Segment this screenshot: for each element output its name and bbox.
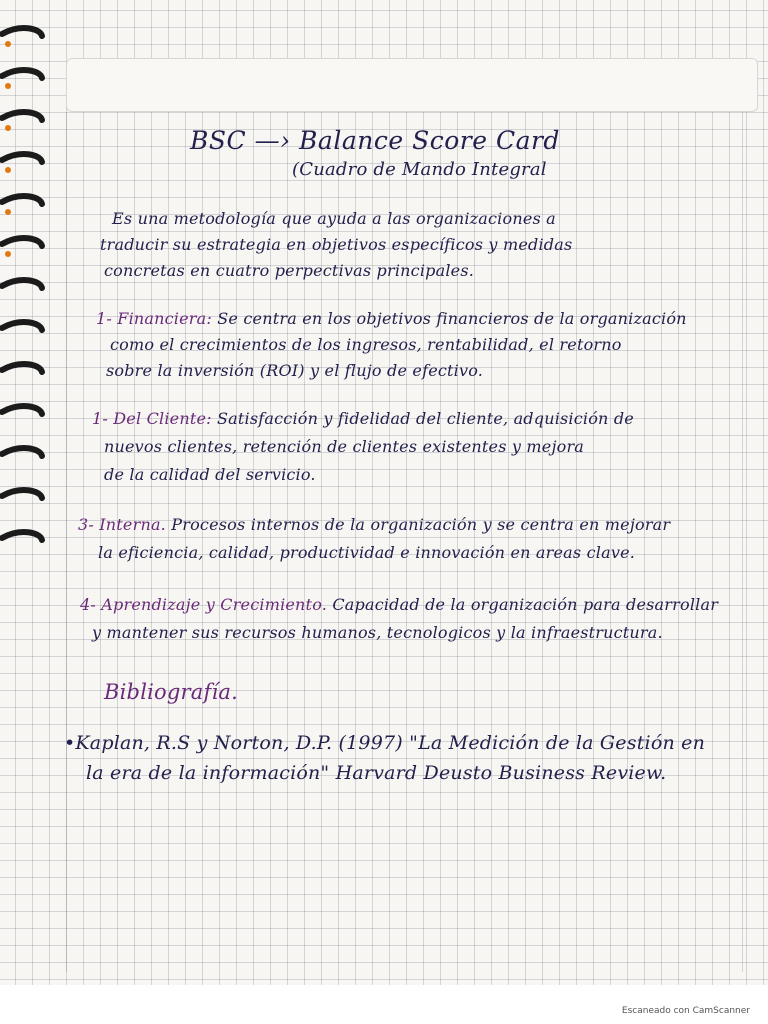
section-text: Se centra en los objetivos financieros de la organización [217, 309, 687, 328]
intro-line-1: Es una metodología que ayuda a las organizaciones a [112, 209, 556, 228]
section-text: Satisfacción y fidelidad del cliente, adquisición de [217, 409, 634, 428]
section-heading: 3- Interna. [78, 515, 166, 534]
section-text: Procesos internos de la organización y se centra en mejorar [171, 515, 671, 534]
section-financiera-line-2: como el crecimientos de los ingresos, rentabilidad, el retorno [110, 335, 622, 354]
section-heading: 1- Del Cliente: [92, 409, 212, 428]
header-band [66, 58, 758, 112]
bibliography-entry-line-1: •Kaplan, R.S y Norton, D.P. (1997) "La Medición de la Gestión en [64, 732, 706, 754]
section-cliente-line-2: nuevos clientes, retención de clientes existentes y mejora [104, 437, 585, 456]
section-heading: 4- Aprendizaje y Crecimiento. [80, 595, 328, 614]
right-margin-line [742, 112, 743, 972]
intro-line-3: concretas en cuatro perpectivas principales. [104, 261, 475, 280]
left-margin-line [66, 112, 67, 972]
scanner-watermark: Escaneado con CamScanner [621, 1006, 750, 1016]
section-cliente-line-3: de la calidad del servicio. [104, 465, 316, 484]
spiral-binding-icon [0, 20, 48, 580]
arrow-icon: —› [254, 126, 291, 155]
bibliography-heading: Bibliografía. [104, 680, 238, 704]
title-abbr: BSC [190, 126, 247, 155]
section-financiera-line-1 [96, 306, 687, 332]
intro-line-2: traducir su estrategia en objetivos específicos y medidas [100, 235, 573, 254]
section-text: Capacidad de la organización para desarrollar [332, 595, 719, 614]
section-interna-line-2: la eficiencia, calidad, productividad e innovación en areas clave. [98, 543, 636, 562]
title-full: Balance Score Card [299, 126, 560, 155]
section-heading: 1- Financiera: [96, 309, 212, 328]
title-line [190, 126, 560, 156]
section-cliente-line-1 [92, 406, 634, 432]
section-interna-line-1 [78, 512, 670, 538]
section-financiera-line-3: sobre la inversión (ROI) y el flujo de efectivo. [106, 361, 484, 380]
bibliography-entry-line-2: la era de la información" Harvard Deusto Business Review. [86, 762, 667, 784]
section-aprendizaje-line-1 [80, 592, 718, 618]
section-aprendizaje-line-2: y mantener sus recursos humanos, tecnologicos y la infraestructura. [92, 623, 663, 642]
title-translation: (Cuadro de Mando Integral [292, 159, 547, 180]
